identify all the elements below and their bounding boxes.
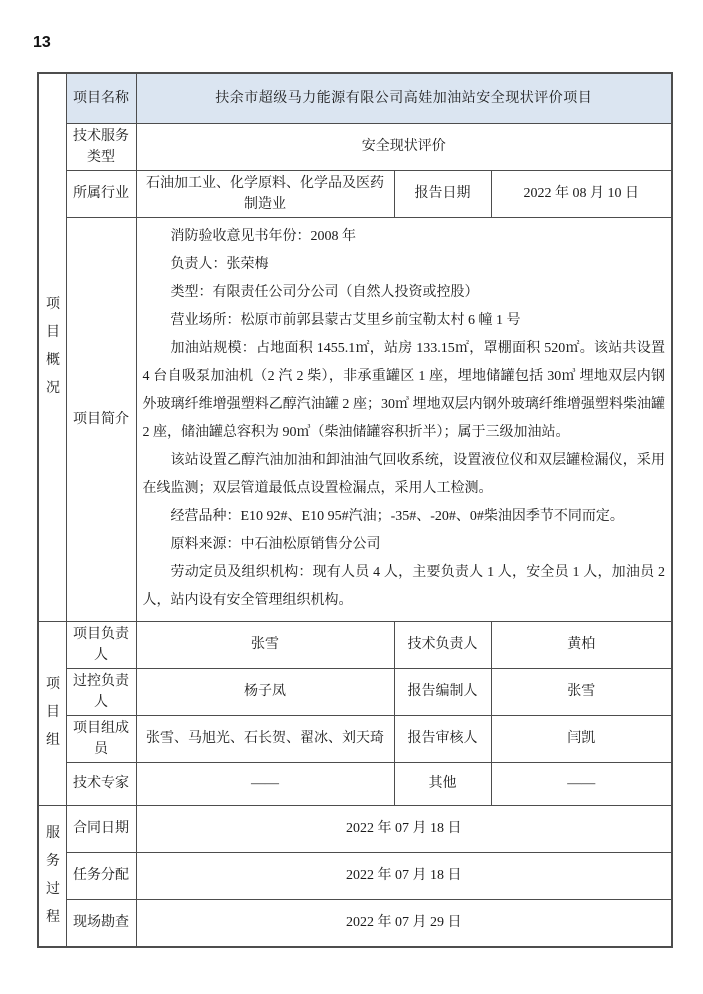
- intro-paragraph: 经营品种：E10 92#、E10 95#汽油；-35#、-20#、0#柴油因季节不同而定。: [170, 509, 624, 524]
- tech-expert-value: ——: [136, 762, 394, 805]
- other-value: ——: [491, 762, 672, 805]
- project-summary-table: [37, 72, 673, 948]
- industry-value: 石油加工业、化学原料、化学品及医药制造业: [136, 170, 394, 217]
- contract-date-value: 2022 年 07 月 18 日: [136, 805, 672, 852]
- service-type-value: 安全现状评价: [136, 123, 672, 170]
- report-date-label: 报告日期: [394, 170, 491, 217]
- task-assignment-label: 任务分配: [66, 852, 136, 899]
- report-author-value: 张雪: [491, 668, 672, 715]
- site-survey-label: 现场勘查: [66, 899, 136, 947]
- group-label-process: 服务过程: [46, 825, 60, 925]
- tech-leader-label: 技术负责人: [394, 621, 491, 668]
- group-label-team: 项目组: [46, 677, 60, 748]
- group-cell-overview: [38, 73, 66, 621]
- page-number: 13: [33, 34, 51, 51]
- project-name-label: 项目名称: [66, 73, 136, 123]
- service-type-label: 技术服务类型: [66, 123, 136, 170]
- team-members-label: 项目组成员: [66, 715, 136, 762]
- intro-paragraph: 类型：有限责任公司分公司（自然人投资或控股）: [170, 285, 479, 300]
- project-name-value: 扶余市超级马力能源有限公司高娃加油站安全现状评价项目: [136, 73, 672, 123]
- intro-paragraph: 消防验收意见书年份：2008 年: [170, 229, 356, 244]
- report-author-label: 报告编制人: [394, 668, 491, 715]
- process-control-leader-label: 过控负责人: [66, 668, 136, 715]
- intro-paragraph: 营业场所：松原市前郭县蒙古艾里乡前宝勒太村 6 幢 1 号: [170, 313, 521, 328]
- group-cell-process: [38, 805, 66, 947]
- intro-paragraph: 负责人：张荣梅: [170, 257, 269, 272]
- project-leader-value: 张雪: [136, 621, 394, 668]
- site-survey-value: 2022 年 07 月 29 日: [136, 899, 672, 947]
- tech-expert-label: 技术专家: [66, 762, 136, 805]
- contract-date-label: 合同日期: [66, 805, 136, 852]
- group-cell-team: [38, 621, 66, 805]
- process-control-leader-value: 杨子凤: [136, 668, 394, 715]
- intro-paragraph: 加油站规模：占地面积 1455.1㎡，站房 133.15㎡，罩棚面积 520㎡。该站共设置 4 台自吸泵加油机（2 汽 2 柴），非承重罐区 1 座，埋地储罐包括 30㎥ 埋地双层内钢外玻璃纤维增强塑料乙醇汽油罐 2 座；30㎥ 埋地双层内钢外玻璃纤维增强塑料柴油罐 2 座，储油罐总容积为 90㎥（柴油储罐容积折半）；属于三级加油站。: [142, 341, 666, 440]
- report-reviewer-value: 闫凯: [491, 715, 672, 762]
- intro-paragraph: 该站设置乙醇汽油加油和卸油油气回收系统，设置液位仪和双层罐检漏仪，采用在线监测；双层管道最低点设置检漏点，采用人工检测。: [142, 453, 666, 496]
- report-date-value: 2022 年 08 月 10 日: [491, 170, 672, 217]
- intro-paragraph: 劳动定员及组织机构：现有人员 4 人，主要负责人 1 人，安全员 1 人，加油员 2 人，站内设有安全管理组织机构。: [142, 565, 666, 608]
- task-assignment-value: 2022 年 07 月 18 日: [136, 852, 672, 899]
- other-label: 其他: [394, 762, 491, 805]
- project-leader-label: 项目负责人: [66, 621, 136, 668]
- industry-label: 所属行业: [66, 170, 136, 217]
- team-members-value: 张雪、马旭光、石长贺、翟冰、刘天琦: [136, 715, 394, 762]
- intro-label: 项目简介: [66, 217, 136, 621]
- intro-text: [136, 217, 672, 621]
- tech-leader-value: 黄柏: [491, 621, 672, 668]
- group-label-overview: 项目概况: [46, 297, 60, 397]
- report-reviewer-label: 报告审核人: [394, 715, 491, 762]
- intro-paragraph: 原料来源：中石油松原销售分公司: [170, 537, 381, 552]
